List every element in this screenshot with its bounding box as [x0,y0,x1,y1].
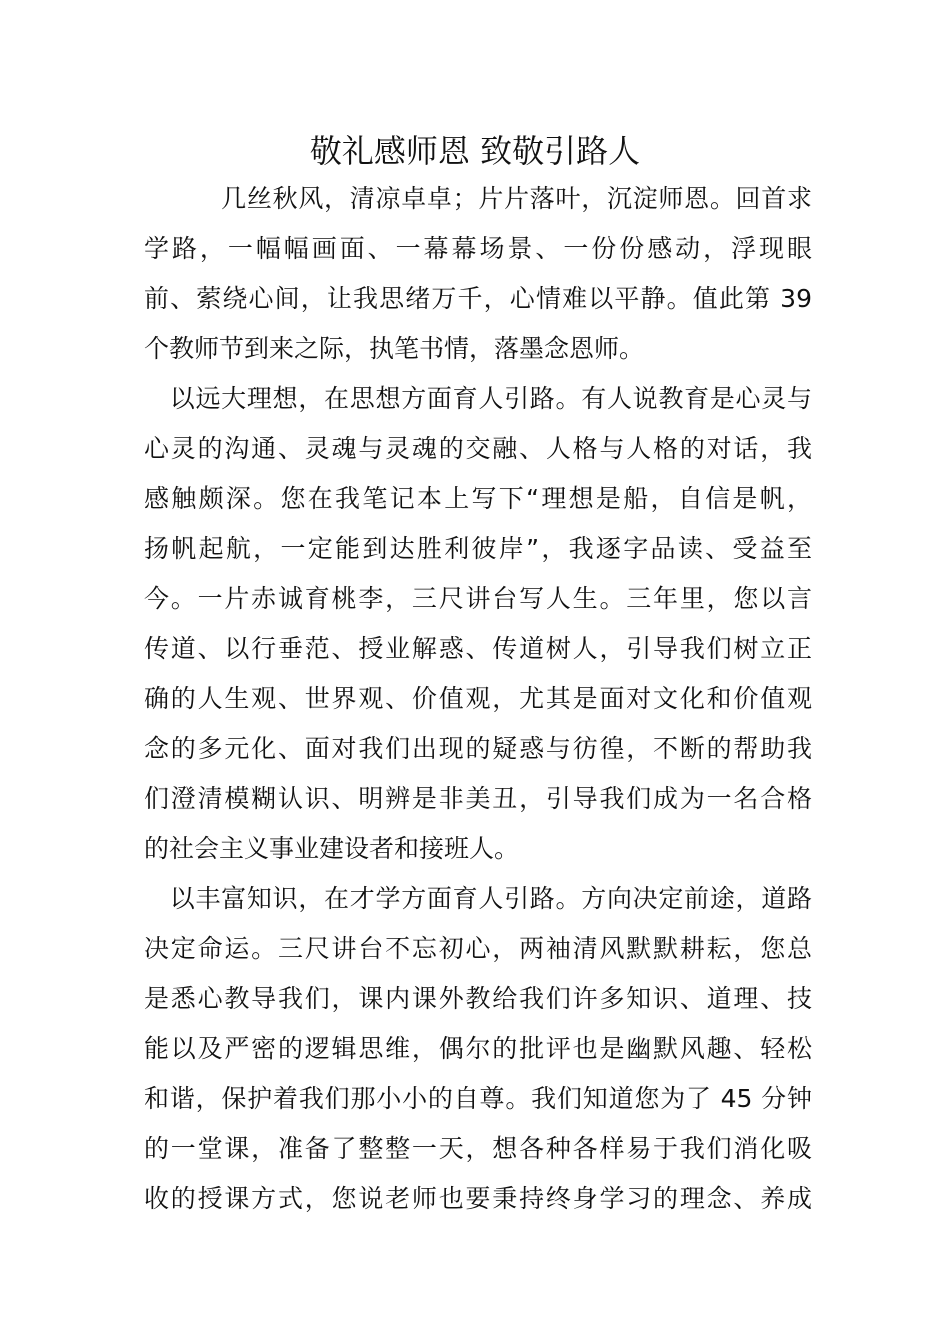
text-line: 确的人生观、世界观、价值观，尤其是面对文化和价值观 [144,684,812,713]
text-line: 学路，一幅幅画面、一幕幕场景、一份份感动，浮现眼 [144,234,812,263]
text-line: 扬帆起航，一定能到达胜利彼岸”，我逐字品读、受益至 [144,534,812,563]
text-line: 感触颇深。您在我笔记本上写下“理想是船，自信是帆， [144,484,812,513]
text-line: 的社会主义事业建设者和接班人。 [144,834,520,863]
document-body [144,174,812,1224]
text-line: 以丰富知识，在才学方面育人引路。方向决定前途，道路 [144,884,812,913]
text-line: 决定命运。三尺讲台不忘初心，两袖清风默默耕耘，您总 [144,934,812,963]
text-line: 的一堂课，准备了整整一天，想各种各样易于我们消化吸 [144,1134,812,1163]
text-line: 们澄清模糊认识、明辨是非美丑，引导我们成为一名合格 [144,784,812,813]
document-title: 敬礼感师恩 致敬引路人 [309,132,641,170]
text-line: 心灵的沟通、灵魂与灵魂的交融、人格与人格的对话，我 [144,434,812,463]
text-line: 传道、以行垂范、授业解惑、传道树人，引导我们树立正 [144,634,812,663]
text-line: 今。一片赤诚育桃李，三尺讲台写人生。三年里，您以言 [144,584,812,613]
text-line: 念的多元化、面对我们出现的疑惑与彷徨，不断的帮助我 [144,734,812,763]
text-line: 能以及严密的逻辑思维，偶尔的批评也是幽默风趣、轻松 [144,1034,812,1063]
text-line: 收的授课方式，您说老师也要秉持终身学习的理念、养成 [144,1184,812,1213]
text-line: 个教师节到来之际，执笔书情，落墨念恩师。 [144,334,645,363]
text-line: 几丝秋风，清凉卓卓；片片落叶，沉淀师恩。回首求 [144,184,812,213]
text-line: 以远大理想，在思想方面育人引路。有人说教育是心灵与 [144,384,812,413]
text-line: 是悉心教导我们，课内课外教给我们许多知识、道理、技 [144,984,812,1013]
text-line: 和谐，保护着我们那小小的自尊。我们知道您为了 45 分钟 [144,1084,812,1113]
text-line: 前、萦绕心间，让我思绪万千，心情难以平静。值此第 39 [144,284,812,313]
